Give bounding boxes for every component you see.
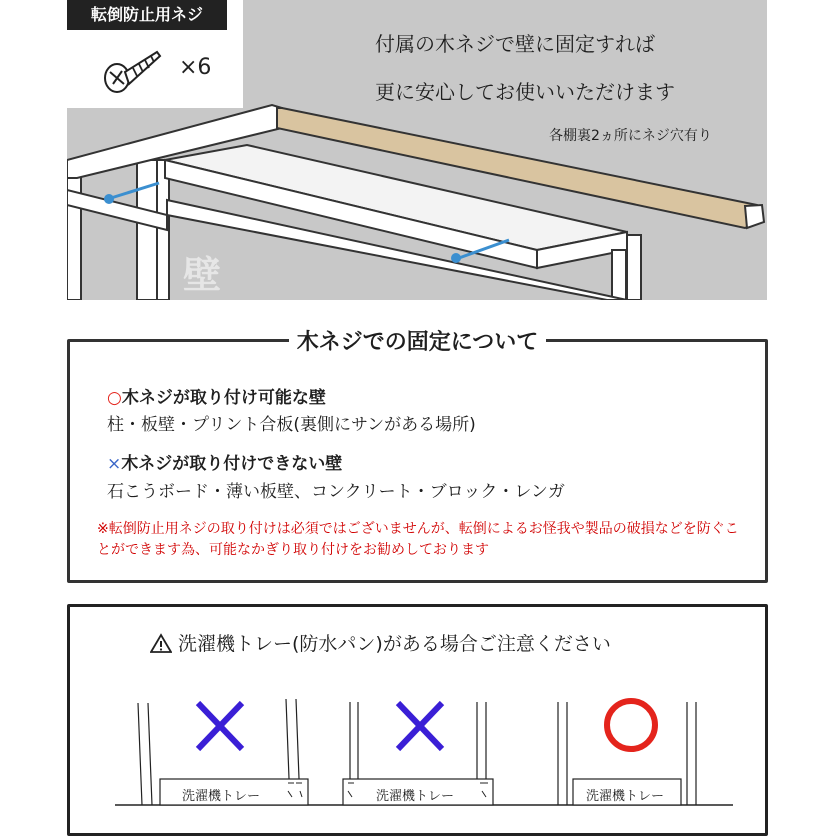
screw-card (67, 0, 243, 108)
tray-caution-box (67, 604, 768, 836)
shelf-illustration (67, 0, 767, 300)
fixing-heading (70, 325, 765, 356)
ng-wall-title-text: 木ネジが取り付けできない壁 (121, 454, 343, 474)
fixing-info-box (67, 330, 768, 583)
ng-cross-icon: × (107, 454, 122, 474)
tray-caution-title-text: 洗濯機トレー(防水パン)がある場合ご注意ください (178, 633, 611, 655)
screw-count: ×6 (179, 55, 212, 80)
screw-title: 転倒防止用ネジ (67, 0, 227, 30)
ng-cross-icon (198, 703, 242, 749)
ok-wall-list: 柱・板壁・プリント合板(裏側にサンがある場所) (107, 415, 476, 435)
tray-label-3: 洗濯機トレー (586, 789, 665, 804)
fixing-warning: ※転倒防止用ネジの取り付けは必須ではございませんが、転倒によるお怪我や製品の破損などを防ぐことができます為、可能なかぎり取り付けをお勧めしております (97, 521, 739, 558)
hero-heading-line-1: 付属の木ネジで壁に固定すれば (375, 32, 655, 56)
ok-circle-icon: ○ (107, 388, 122, 408)
hero-heading-line-2: 更に安心してお使いいただけます (375, 80, 675, 104)
hero-note: 各棚裏2ヵ所にネジ穴有り (549, 128, 712, 144)
ok-wall-title-text: 木ネジが取り付け可能な壁 (121, 388, 326, 408)
screw-icon (101, 40, 165, 100)
ng-wall-title (107, 449, 342, 474)
tray-label-1: 洗濯機トレー (182, 789, 261, 804)
ok-circle-icon (607, 701, 655, 749)
ng-cross-icon (398, 703, 442, 749)
fixing-heading-text: 木ネジでの固定について (289, 330, 547, 355)
wall-label: 壁 (183, 253, 222, 297)
ok-wall-title (107, 383, 326, 408)
tray-label-2: 洗濯機トレー (376, 789, 455, 804)
ng-wall-list: 石こうボード・薄い板壁、コンクリート・ブロック・レンガ (107, 482, 565, 502)
